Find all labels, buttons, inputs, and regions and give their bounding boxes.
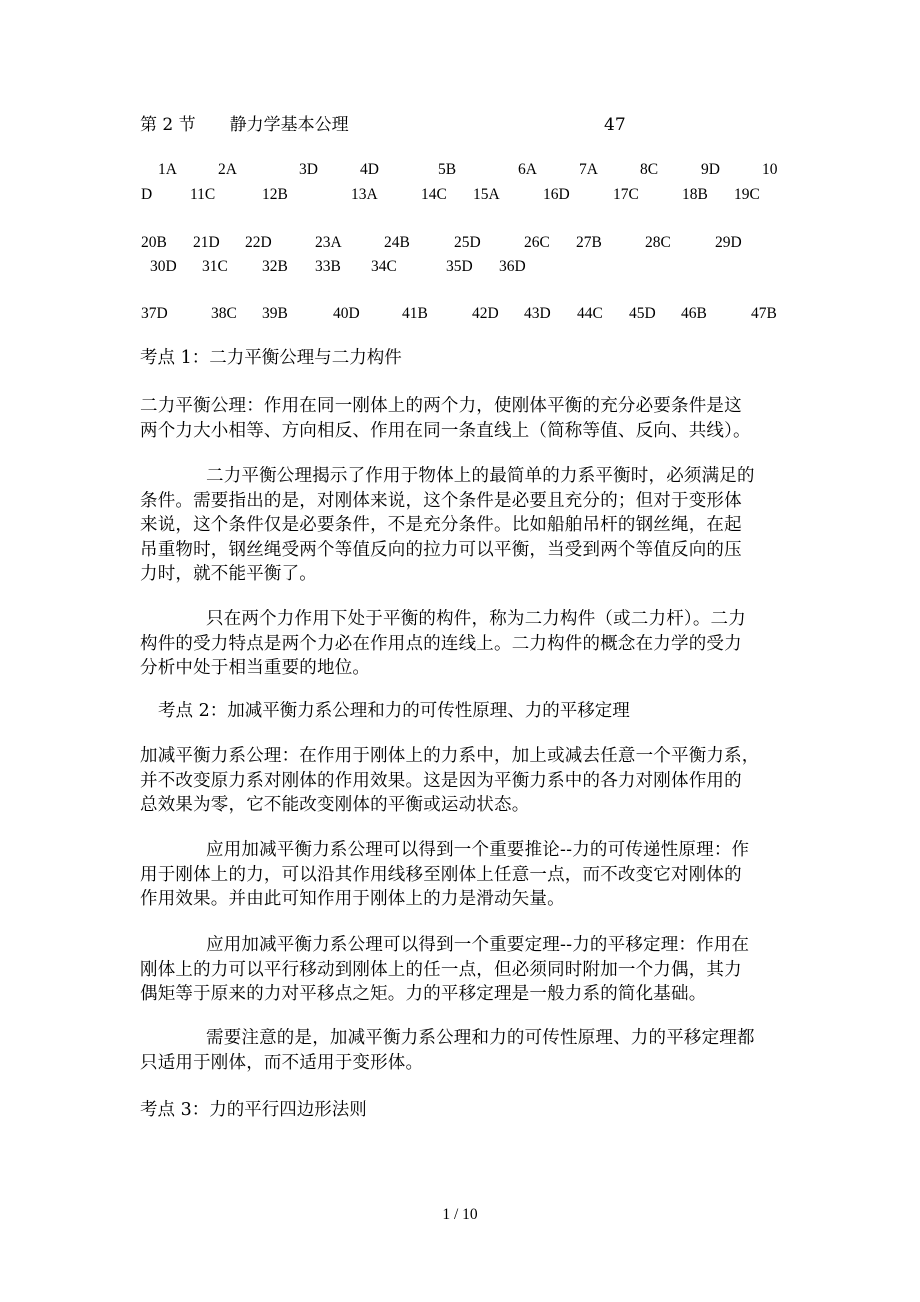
text-line: 只适用于刚体，而不适用于变形体。	[140, 1052, 424, 1073]
answer-item: 40D	[333, 305, 360, 322]
answer-item: 36D	[499, 258, 526, 275]
answer-item: 3D	[299, 161, 318, 178]
answer-item: 17C	[613, 186, 639, 203]
answer-item: 34C	[371, 258, 397, 275]
answer-item: 6A	[518, 161, 537, 178]
text-line: 应用加减平衡力系公理可以得到一个重要推论--力的可传递性原理：作	[206, 840, 750, 860]
answer-item: 4D	[360, 161, 379, 178]
answer-item: 32B	[262, 258, 288, 275]
answer-item: 12B	[262, 186, 288, 203]
answer-item: 47B	[751, 305, 777, 322]
answer-item: 44C	[577, 305, 603, 322]
answer-item: 42D	[472, 305, 499, 322]
answer-item: 35D	[446, 258, 473, 275]
answer-item: 31C	[202, 258, 228, 275]
page-number: 1 / 10	[442, 1206, 478, 1223]
answer-item: 26C	[524, 234, 550, 251]
answer-item: 1A	[158, 161, 177, 178]
point1-paragraph-3	[140, 607, 780, 681]
point2-paragraph-4	[140, 1026, 780, 1075]
point2-paragraph-3	[140, 933, 780, 1007]
answer-item: 43D	[524, 305, 551, 322]
answer-item: 22D	[245, 234, 272, 251]
text-line: 二力平衡公理：作用在同一刚体上的两个力，使刚体平衡的充分必要条件是这	[140, 396, 742, 416]
text-line: 两个力大小相等、方向相反、作用在同一条直线上（简称等值、反向、共线）。	[140, 420, 751, 441]
answer-item: 23A	[315, 234, 342, 251]
answer-item: 16D	[543, 186, 570, 203]
point2-paragraph-2	[140, 838, 780, 912]
point3-heading: 考点 3：力的平行四边形法则	[140, 1100, 367, 1120]
answer-item: 46B	[681, 305, 707, 322]
answer-item: 11C	[190, 186, 216, 203]
answer-item: 15A	[473, 186, 500, 203]
answer-item: 8C	[640, 161, 659, 178]
answer-item: 14C	[421, 186, 447, 203]
point2-heading: 考点 2：加减平衡力系公理和力的可传性原理、力的平移定理	[158, 701, 630, 721]
answer-item: 10	[762, 161, 778, 178]
text-line: 吊重物时，钢丝绳受两个等值反向的拉力可以平衡，当受到两个等值反向的压	[140, 539, 742, 560]
answer-item: 30D	[150, 258, 177, 275]
question-count: 47	[604, 115, 626, 135]
answer-item: 25D	[454, 234, 481, 251]
text-line: 刚体上的力可以平行移动到刚体上的任一点，但必须同时附加一个力偶，其力	[140, 959, 742, 980]
answer-item: 45D	[629, 305, 656, 322]
point1-paragraph-1	[140, 394, 780, 443]
text-line: 需要注意的是，加减平衡力系公理和力的可传性原理、力的平移定理都	[206, 1028, 755, 1048]
answer-item: 2A	[218, 161, 237, 178]
answer-item: 39B	[262, 305, 288, 322]
text-line: 只在两个力作用下处于平衡的构件，称为二力构件（或二力杆）。二力	[206, 609, 746, 629]
text-line: 总效果为零，它不能改变刚体的平衡或运动状态。	[140, 795, 530, 815]
text-line: 作用效果。并由此可知作用于刚体上的力是滑动矢量。	[140, 889, 565, 909]
section-title: 第 2 节 静力学基本公理	[140, 115, 349, 135]
point1-heading: 考点 1：二力平衡公理与二力构件	[140, 348, 402, 368]
point2-paragraph-1	[140, 744, 780, 818]
text-line: 用于刚体上的力，可以沿其作用线移至刚体上任意一点，而不改变它对刚体的	[140, 864, 742, 885]
text-line: 构件的受力特点是两个力必在作用点的连线上。二力构件的概念在力学的受力	[140, 633, 742, 654]
answer-item: 20B	[141, 234, 167, 251]
answer-item: 9D	[701, 161, 720, 178]
answer-item: 38C	[211, 305, 237, 322]
answer-item: 7A	[579, 161, 598, 178]
text-line: 分析中处于相当重要的地位。	[140, 658, 371, 678]
text-line: 二力平衡公理揭示了作用于物体上的最简单的力系平衡时，必须满足的	[206, 466, 755, 486]
text-line: 力时，就不能平衡了。	[140, 564, 317, 584]
answer-item: 5B	[438, 161, 457, 178]
text-line: 条件。需要指出的是，对刚体来说，这个条件是必要且充分的；但对于变形体	[140, 490, 742, 511]
answer-item: 21D	[193, 234, 220, 251]
answer-item: 19C	[734, 186, 760, 203]
text-line: 来说，这个条件仅是必要条件，不是充分条件。比如船舶吊杆的钢丝绳，在起	[140, 515, 742, 535]
text-line: 偶矩等于原来的力对平移点之矩。力的平移定理是一般力系的简化基础。	[140, 984, 707, 1004]
answer-item: 24B	[384, 234, 410, 251]
point1-paragraph-2	[140, 464, 780, 587]
answer-item: 41B	[402, 305, 428, 322]
answer-item: 18B	[682, 186, 708, 203]
answer-item: 37D	[141, 305, 168, 322]
answer-item: 13A	[351, 186, 378, 203]
answer-item: 28C	[645, 234, 671, 251]
answer-item: 29D	[715, 234, 742, 251]
text-line: 并不改变原力系对刚体的作用效果。这是因为平衡力系中的各力对刚体作用的	[140, 770, 742, 791]
answer-item: D	[141, 186, 153, 203]
text-line: 加减平衡力系公理：在作用于刚体上的力系中，加上或减去任意一个平衡力系，	[140, 746, 760, 766]
answer-item: 33B	[315, 258, 341, 275]
text-line: 应用加减平衡力系公理可以得到一个重要定理--力的平移定理：作用在	[206, 935, 750, 955]
answer-item: 27B	[576, 234, 602, 251]
